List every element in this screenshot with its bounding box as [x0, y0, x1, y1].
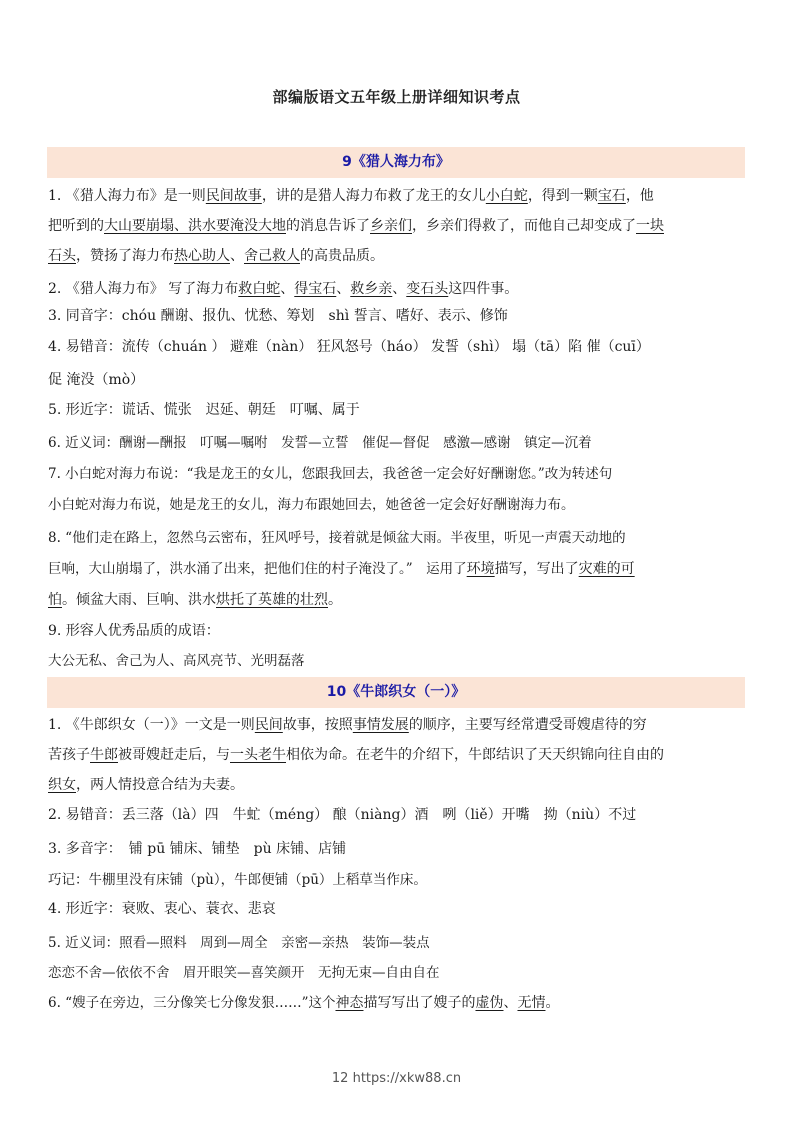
underlined-keyword: 织女: [48, 777, 76, 793]
s9-item9-idioms: 大公无私、舍己为人、高风亮节、光明磊落: [48, 653, 305, 669]
document-title: 部编版语文五年级上册详细知识考点: [272, 88, 521, 106]
underlined-keyword: 灾难的可: [578, 561, 635, 577]
underlined-keyword: 环境: [466, 561, 495, 577]
text: 、: [336, 281, 351, 297]
s10-item1-line3: [48, 775, 748, 795]
text: 描写写出了嫂子的: [363, 995, 476, 1011]
s10-item2-pronunciation: 2. 易错音：丢三落（là）四 牛虻（méng） 酿（niàng）酒 咧（liě）开嘴 拗（niù）不过: [48, 807, 637, 823]
s9-item4-line1: 4. 易错音：流传（chuán ） 避难（nàn） 狂风怒号（háo） 发誓（shì） 塌（tā）陷 催（cuī）: [48, 339, 650, 355]
text: 描写，写出了: [494, 561, 579, 577]
text: 把听到的: [48, 218, 104, 234]
text: 。: [545, 995, 560, 1011]
text: 相依为命。在老牛的介绍下，牛郎结识了天天织锦向往自由的: [286, 747, 664, 763]
underlined-keyword: 烘托了英雄的壮烈: [216, 592, 328, 608]
text: 2. 《猎人海力布》 写了海力布: [48, 281, 239, 297]
text: 1. 《猎人海力布》是一则: [48, 188, 206, 204]
s9-item7-line1: 7. 小白蛇对海力布说：“我是龙王的女儿，您跟我回去，我爸爸一定会好好酬谢您。”改为转述句: [48, 466, 613, 482]
underlined-keyword: 石头: [48, 248, 76, 264]
text: ，乡亲们得救了，而他自己却变成了: [412, 218, 636, 234]
underlined-keyword: 牛郎: [90, 747, 118, 763]
s9-item9-line1: 9. 形容人优秀品质的成语：: [48, 623, 220, 639]
text: 故事，按照: [282, 717, 353, 733]
text: 、: [280, 281, 295, 297]
s10-item4-similar-chars: 4. 形近字：衰败、衷心、蓑衣、悲哀: [48, 901, 276, 917]
text: 。倾盆大雨、巨响、洪水: [62, 592, 216, 608]
text: ，得到一颗: [527, 188, 598, 204]
s9-item1-line2: [48, 216, 748, 236]
s9-item1-line1: [48, 186, 748, 206]
s9-item1-line3: [48, 246, 748, 266]
text: 。: [328, 592, 342, 608]
text: 、: [230, 248, 244, 264]
text: ，他: [625, 188, 654, 204]
text: 被哥嫂赶走后，与: [118, 747, 230, 763]
text: 1. 《牛郎织女（一）》一文是一则: [48, 717, 255, 733]
text: 的高贵品质。: [300, 248, 384, 264]
s10-item1-line2: [48, 745, 748, 765]
underlined-keyword: 一块: [636, 218, 664, 234]
s9-item3-homophones: 3. 同音字：chóu 酬谢、报仇、忧愁、筹划 shì 誓言、嗜好、表示、修饰: [48, 308, 508, 324]
text: 这四件事。: [448, 281, 519, 297]
s9-item8-line1: 8. “他们走在路上，忽然乌云密布，狂风呼号，接着就是倾盆大雨。半夜里，听见一声震天动地的: [48, 530, 626, 546]
section-heading-10: 10《牛郎织女（一）》: [47, 677, 745, 708]
underlined-keyword: 小白蛇: [485, 188, 528, 204]
underlined-keyword: 民间: [254, 717, 283, 733]
underlined-keyword: 乡亲们: [370, 218, 412, 234]
s9-item2: [48, 279, 748, 299]
text: 的消息告诉了: [286, 218, 370, 234]
text: ，讲的是猎人海力布救了龙王的女儿: [261, 188, 486, 204]
text: ，赞扬了海力布: [76, 248, 174, 264]
underlined-keyword: 救白蛇: [238, 281, 281, 297]
underlined-keyword: 神态: [335, 995, 364, 1011]
underlined-keyword: 宝石: [597, 188, 626, 204]
section-heading-9: 9《猎人海力布》: [47, 147, 745, 178]
s10-item5-line1: 5. 近义词：照看—照料 周到—周全 亲密—亲热 装饰—装点: [48, 935, 430, 951]
underlined-keyword: 怕: [48, 592, 62, 608]
underlined-keyword: 大山要崩塌、洪水要淹没大地: [104, 218, 286, 234]
underlined-keyword: 事情发展: [352, 717, 409, 733]
text: 6. “嫂子在旁边，三分像笑七分像发狠……”这个: [48, 995, 336, 1011]
s9-item8-line2: [48, 559, 748, 579]
s10-item3-polyphones: 3. 多音字： 铺 pū 铺床、铺垫 pù 床铺、店铺: [48, 841, 347, 857]
s9-item6-synonyms: 6. 近义词：酬谢—酬报 叮嘱—嘱咐 发誓—立誓 催促—督促 感激—感谢 镇定—沉着: [48, 435, 592, 451]
underlined-keyword: 舍己救人: [244, 248, 300, 264]
s10-item1-line1: [48, 715, 748, 735]
underlined-keyword: 热心助人: [174, 248, 230, 264]
s10-item3-tip: 巧记：牛棚里没有床铺（pù），牛郎便铺（pū）上稻草当作床。: [48, 872, 427, 888]
s9-item4-line2: 促 淹没（mò）: [48, 372, 145, 388]
s9-item5-similar-chars: 5. 形近字：谎话、慌张 迟延、朝廷 叮嘱、属于: [48, 402, 360, 418]
underlined-keyword: 无情: [517, 995, 546, 1011]
text: 苦孩子: [48, 747, 90, 763]
s9-item8-line3: [48, 590, 748, 610]
page-footer: 12 https://xkw88.cn: [331, 1071, 462, 1086]
underlined-keyword: 变石头: [406, 281, 449, 297]
underlined-keyword: 救乡亲: [350, 281, 393, 297]
underlined-keyword: 虚伪: [475, 995, 504, 1011]
s9-item7-line2: 小白蛇对海力布说，她是龙王的女儿，海力布跟她回去，她爸爸一定会好好酬谢海力布。: [48, 497, 575, 513]
underlined-keyword: 民间故事: [205, 188, 262, 204]
text: 巨响，大山崩塌了，洪水涌了出来，把他们住的村子淹没了。” 运用了: [48, 561, 467, 577]
text: 的顺序，主要写经常遭受哥嫂虐待的穷: [408, 717, 647, 733]
underlined-keyword: 得宝石: [294, 281, 337, 297]
underlined-keyword: 一头老牛: [230, 747, 286, 763]
text: 、: [392, 281, 407, 297]
text: 、: [503, 995, 518, 1011]
s10-item5-line2: 恋恋不舍—依依不舍 眉开眼笑—喜笑颜开 无拘无束—自由自在: [48, 965, 440, 981]
text: ，两人情投意合结为夫妻。: [76, 777, 244, 793]
s10-item6: [48, 993, 748, 1013]
